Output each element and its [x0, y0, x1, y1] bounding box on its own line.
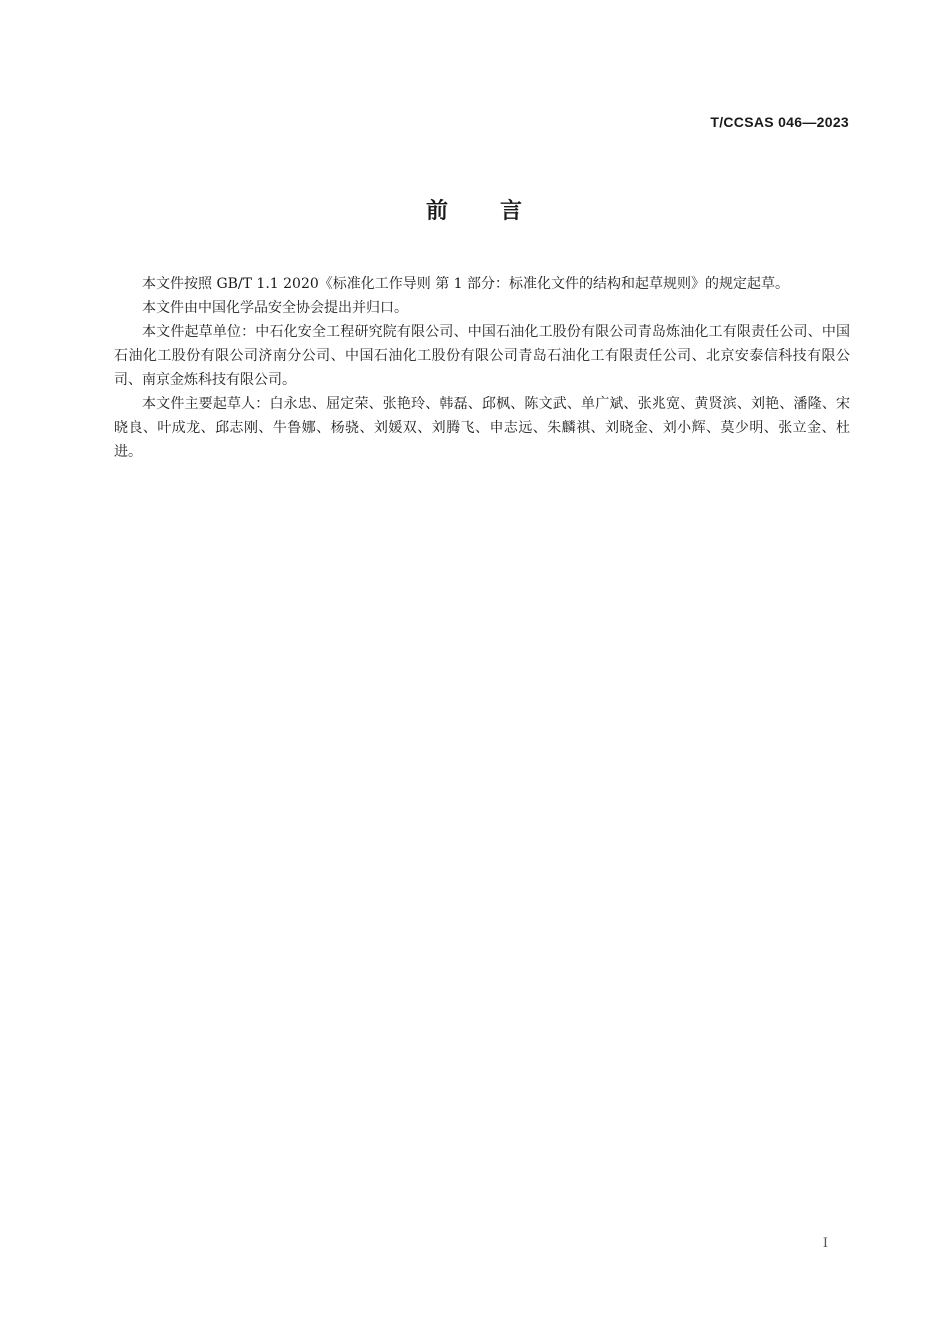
- foreword-body: [114, 272, 850, 464]
- paragraph-drafting-basis: 本文件按照 GB/T 1.1 2020《标准化工作导则 第 1 部分：标准化文件的结构和起草规则》的规定起草。: [142, 276, 790, 292]
- page-title: [0, 194, 950, 225]
- paragraph-drafters: 本文件主要起草人：白永忠、屈定荣、张艳玲、韩磊、邱枫、陈文武、单广斌、张兆宽、黄贤滨、刘艳、潘隆、宋晓良、叶成龙、邱志刚、牛鲁娜、杨骁、刘媛双、刘腾飞、申志远、朱麟祺、刘晓金、刘小辉、莫少明、张立金、杜进。: [114, 396, 850, 460]
- title-char-1: 前: [425, 199, 450, 224]
- title-char-2: 言: [500, 199, 525, 224]
- document-code: T/CCSAS 046—2023: [710, 114, 849, 130]
- paragraph-drafting-units: 本文件起草单位：中石化安全工程研究院有限公司、中国石油化工股份有限公司青岛炼油化工有限责任公司、中国石油化工股份有限公司济南分公司、中国石油化工股份有限公司青岛石油化工有限责任公司、北京安泰信科技有限公司、南京金炼科技有限公司。: [114, 324, 850, 388]
- page-number: I: [822, 1236, 828, 1251]
- paragraph-proposer: 本文件由中国化学品安全协会提出并归口。: [142, 300, 408, 316]
